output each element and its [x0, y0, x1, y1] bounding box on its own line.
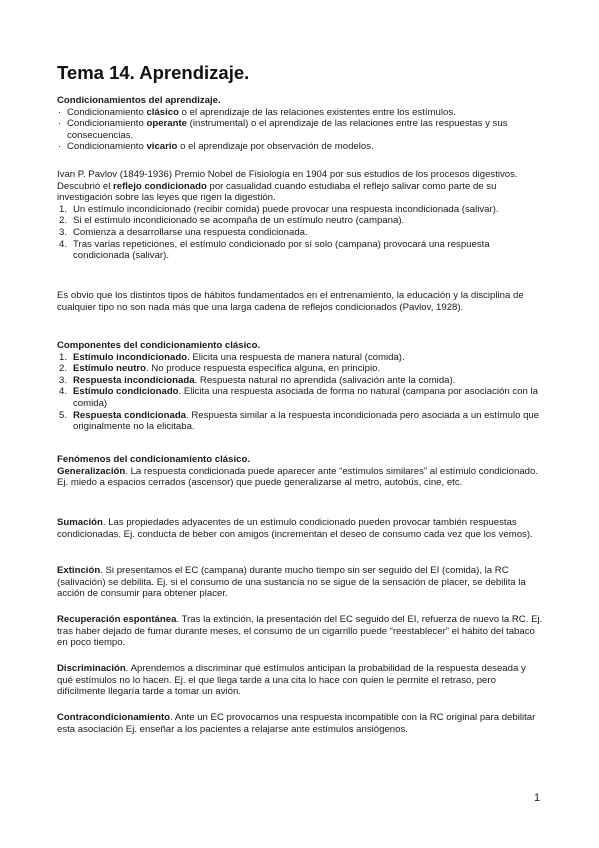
list-item: 5. Respuesta condicionada. Respuesta similar a la respuesta incondicionada pero asociada a un estímulo que originalmente no la elicitaba. [59, 409, 540, 433]
list-item: 2. Si el estímulo incondicionado se acompaña de un estímulo neutro (campana). [59, 215, 405, 227]
list-item: 1. Estímulo incondicionado. Elicita una respuesta de manera natural (comida). [59, 351, 405, 363]
phenomenon-counterconditioning: Contracondicionamiento. Ante un EC provocamos una respuesta incompatible con la RC original para debilitar esta asociación Ej. enseñar a los pacientes a relajarse ante estímulos ansiógenos. [57, 712, 536, 735]
list-item: 3. Comienza a desarrollarse una respuesta condicionada. [59, 226, 308, 238]
phenomenon-discrimination: Discriminación. Aprendemos a discriminar qué estímulos anticipan la probabilidad de la respuesta deseada y qué estímulos no lo hacen. Ej. el que llega tarde a una cita lo hace con quien le permite el retraso, pero difícilmente llegaría tarde a tomar un avión. [57, 663, 526, 698]
section-pavlov [57, 169, 543, 262]
pavlov-quote: Es obvio que los distintos tipos de hábitos fundamentados en el entrenamiento, la educación y la disciplina de cualquier tipo no son nada más que una larga cadena de reflejos condicionados (Pavlov, 1928). [57, 290, 524, 313]
list-item: · Condicionamiento vicario o el aprendizaje por observación de modelos. [58, 141, 374, 153]
phenomenon-extinction: Extinción. Si presentamos el EC (campana) durante mucho tiempo sin ser seguido del EI (comida), la RC (salivación) se debilita. Ej. si el consumo de una sustancia no se sigue de la sensación de placer, se debilita la acción de consumir para obtener placer. [57, 565, 526, 600]
section-heading: Condicionamientos del aprendizaje. [57, 95, 221, 106]
paragraph: Ivan P. Pavlov (1849-1936) Premio Nobel de Fisiología en 1904 por sus estudios de los procesos digestivos. Descubrió el reflejo condicionado por casualidad cuando estudiaba el reflejo salivar como parte de su investigación sobre las leyes que rigen la digestión. [57, 169, 518, 204]
list-item: 1. Un estímulo incondicionado (recibir comida) puede provocar una respuesta incondicionada (salivar). [59, 203, 499, 215]
phenomenon-generalization: Generalización. La respuesta condicionada puede aparecer ante “estímulos similares” al estímulo condicionado. Ej. miedo a espacios cerrados (ascensor) que puede generalizarse al metro, autobús, cine, etc. [57, 465, 539, 489]
list-item: · Condicionamiento clásico o el aprendizaje de las relaciones existentes entre los estímulos. [58, 106, 456, 118]
page-title: Tema 14. Aprendizaje. [57, 62, 250, 83]
list-item: 4. Tras varias repeticiones, el estímulo condicionado por sí solo (campana) provocará una respuesta condicionada (salivar). [59, 238, 490, 262]
section-phenomena-heading [57, 454, 543, 489]
section-heading: Fenómenos del condicionamiento clásico. [57, 454, 250, 465]
section-heading: Componentes del condicionamiento clásico. [57, 340, 261, 351]
phenomenon-spontaneous-recovery: Recuperación espontánea. Tras la extinción, la presentación del EC seguido del EI, refuerza de nuevo la RC. Ej. tras haber dejado de fumar durante meses, el consumo de un cigarrillo puede “reestablecer” el hábito del tabaco en poco tiempo. [57, 614, 543, 649]
section-learning-conditioning [57, 95, 543, 153]
bullet-icon: · [58, 118, 62, 130]
section-classical-components [57, 340, 543, 433]
list-item: 2. Estímulo neutro. No produce respuesta específica alguna, en principio. [59, 363, 381, 375]
phenomenon-summation: Sumación. Las propiedades adyacentes de un estímulo condicionado pueden provocar también respuestas condicionadas. Ej. conducta de beber con amigos (incrementan el deseo de consumo cada vez que los vemos). [57, 517, 533, 540]
bullet-icon: · [58, 106, 62, 118]
page-number: 1 [534, 792, 541, 804]
list-item: 4. Estímulo condicionado. Elicita una respuesta asociada de forma no natural (campana por asociación con la comida) [59, 386, 538, 409]
bullet-icon: · [58, 141, 62, 153]
list-item: 3. Respuesta incondicionada. Respuesta natural no aprendida (salivación ante la comida). [59, 374, 456, 386]
list-item: · Condicionamiento operante (instrumental) o el aprendizaje de las relaciones entre las respuestas y sus consecuencias. [58, 118, 508, 141]
